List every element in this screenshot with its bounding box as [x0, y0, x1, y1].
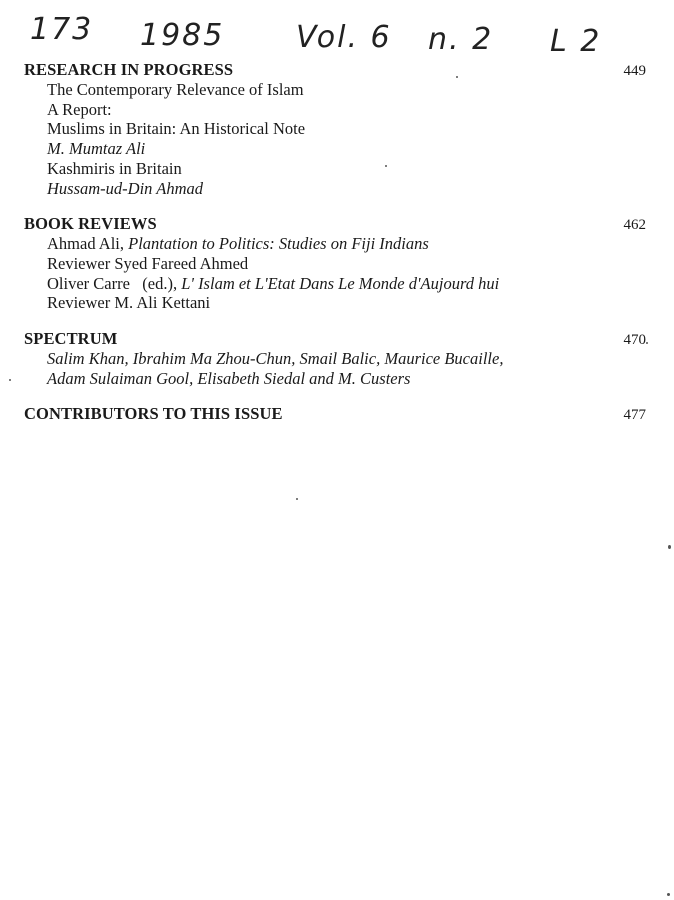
- section-header: [24, 60, 646, 80]
- section-book-reviews: [24, 214, 646, 313]
- page-number: 449: [623, 63, 646, 79]
- scan-speck: [456, 76, 458, 78]
- toc-entry: Kashmiris in Britain: [47, 158, 182, 178]
- handwritten-year: 1985: [140, 18, 225, 53]
- table-of-contents: [24, 60, 646, 440]
- section-header: [24, 329, 646, 349]
- section-title: RESEARCH IN PROGRESS: [24, 60, 234, 79]
- handwritten-volume: Vol. 6: [296, 20, 392, 55]
- toc-entry-authors: Salim Khan, Ibrahim Ma Zhou-Chun, Smail Balic, Maurice Bucaille,: [47, 349, 504, 369]
- page-number: 470: [623, 332, 646, 349]
- handwritten-number: 173: [30, 12, 94, 47]
- section-spectrum: [24, 329, 646, 388]
- handwritten-annotation: [30, 12, 630, 60]
- scan-speck: [646, 342, 648, 344]
- scan-speck: [668, 545, 671, 549]
- toc-entry: Ahmad Ali, Plantation to Politics: Studies on Fiji Indians: [47, 234, 429, 254]
- handwritten-issue: n. 2: [428, 22, 494, 57]
- scan-speck: [385, 165, 387, 167]
- section-header: [24, 214, 646, 234]
- scan-speck: [667, 893, 670, 896]
- toc-entry: Reviewer M. Ali Kettani: [47, 293, 211, 313]
- page-number: 477: [623, 407, 646, 424]
- toc-entry: Reviewer Syed Fareed Ahmed: [47, 253, 249, 273]
- toc-entry: Muslims in Britain: An Historical Note: [47, 119, 306, 139]
- toc-entry: The Contemporary Relevance of Islam: [47, 80, 304, 99]
- handwritten-code: L 2: [550, 24, 602, 59]
- section-header: [24, 404, 646, 424]
- toc-entry-author: Hussam-ud-Din Ahmad: [47, 178, 203, 198]
- page-number: 462: [623, 217, 646, 234]
- section-research-in-progress: [24, 60, 646, 198]
- toc-entry-author: M. Mumtaz Ali: [47, 139, 146, 159]
- section-title: SPECTRUM: [24, 329, 118, 349]
- scan-speck: [9, 379, 11, 381]
- toc-entry: A Report:: [47, 99, 112, 119]
- section-contributors: [24, 404, 646, 424]
- toc-entry-authors: Adam Sulaiman Gool, Elisabeth Siedal and M. Custers: [47, 368, 411, 388]
- scan-speck: [296, 498, 298, 500]
- section-title: CONTRIBUTORS TO THIS ISSUE: [24, 404, 283, 424]
- section-title: BOOK REVIEWS: [24, 214, 157, 234]
- toc-entry: Oliver Carre (ed.), L' Islam et L'Etat Dans Le Monde d'Aujourd hui: [47, 273, 500, 293]
